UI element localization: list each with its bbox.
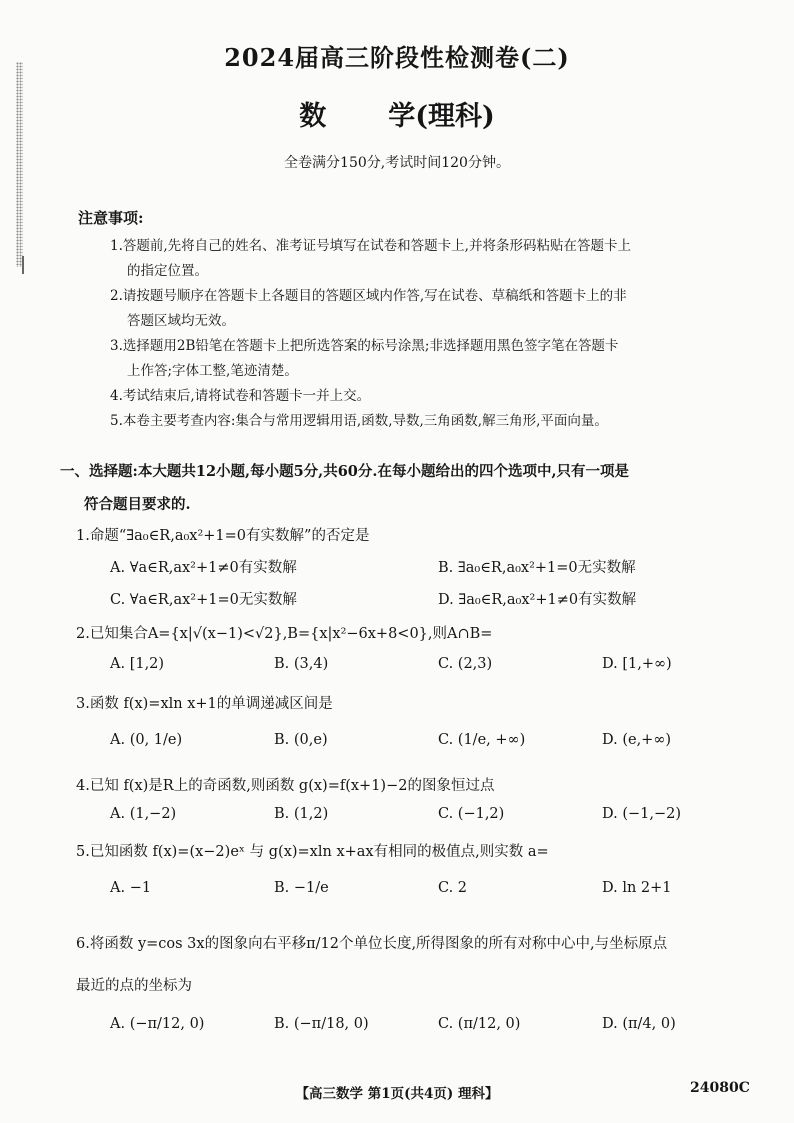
question-2-options	[110, 656, 710, 680]
question-4-options	[110, 806, 710, 830]
option-a: A. [1,2)	[110, 656, 165, 672]
notes-list	[110, 234, 750, 434]
question-6-stem: 6.将函数 y=cos 3x的图象向右平移π/12个单位长度,所得图象的所有对称中心中,与坐标原点	[76, 936, 668, 952]
option-b: B. (3,4)	[274, 656, 329, 672]
page-footer: 【高三数学 第1页(共4页) 理科】	[295, 1086, 499, 1102]
question-3-stem: 3.函数 f(x)=xln x+1的单调递减区间是	[76, 696, 333, 712]
question-5-options	[110, 880, 710, 904]
option-d: D. (e,+∞)	[602, 732, 672, 748]
option-a: A. (0, 1/e)	[110, 732, 183, 748]
option-c: C. (1/e, +∞)	[438, 732, 526, 748]
option-b: B. (0,e)	[274, 732, 328, 748]
option-b: B. −1/e	[274, 880, 329, 896]
section-line-1: 一、选择题:本大题共12小题,每小题5分,共60分.在每小题给出的四个选项中,只有一项是	[60, 463, 629, 480]
option-c: C. ∀a∈R,ax²+1=0无实数解	[110, 592, 297, 608]
option-c: C. 2	[438, 880, 468, 896]
option-b: B. (−π/18, 0)	[274, 1016, 369, 1032]
section-line-2: 符合题目要求的.	[84, 496, 191, 513]
note-line: 1.答题前,先将自己的姓名、准考证号填写在试卷和答题卡上,并将条形码粘贴在答题卡上	[110, 238, 631, 254]
option-c: C. (π/12, 0)	[438, 1016, 521, 1032]
question-2-stem: 2.已知集合A={x|√(x−1)<√2},B={x|x²−6x+8<0},则A∩B=	[76, 626, 493, 642]
note-line: 5.本卷主要考查内容:集合与常用逻辑用语,函数,导数,三角函数,解三角形,平面向量。	[110, 413, 608, 429]
option-a: A. (−π/12, 0)	[110, 1016, 205, 1032]
question-1-options-row2	[110, 588, 710, 612]
option-d: D. (−1,−2)	[602, 806, 681, 822]
subject-title	[0, 94, 794, 133]
question-4-stem: 4.已知 f(x)是R上的奇函数,则函数 g(x)=f(x+1)−2的图象恒过点	[76, 778, 495, 794]
paper-code: 24080C	[690, 1080, 750, 1096]
page-title: 2024届高三阶段性检测卷(二)	[224, 43, 570, 72]
binding-mark	[22, 256, 24, 274]
option-d: D. ln 2+1	[602, 880, 672, 896]
option-a: A. ∀a∈R,ax²+1≠0有实数解	[110, 560, 297, 576]
subject-a: 数	[299, 101, 327, 132]
note-line: 2.请按题号顺序在答题卡上各题目的答题区域内作答,写在试卷、草稿纸和答题卡上的非	[110, 288, 627, 304]
option-a: A. (1,−2)	[110, 806, 177, 822]
section-heading	[60, 455, 750, 521]
question-3-options	[110, 732, 710, 756]
note-line: 上作答;字体工整,笔迹清楚。	[127, 363, 298, 379]
option-c: C. (−1,2)	[438, 806, 505, 822]
question-1-stem: 1.命题“∃a₀∈R,a₀x²+1=0有实数解”的否定是	[76, 528, 370, 544]
notes-title: 注意事项:	[78, 209, 144, 227]
note-line: 的指定位置。	[127, 263, 208, 279]
question-5-stem: 5.已知函数 f(x)=(x−2)eˣ 与 g(x)=xln x+ax有相同的极值点,则实数 a=	[76, 844, 549, 860]
option-b: B. (1,2)	[274, 806, 329, 822]
option-d: D. ∃a₀∈R,a₀x²+1≠0有实数解	[438, 592, 637, 608]
option-b: B. ∃a₀∈R,a₀x²+1=0无实数解	[438, 560, 636, 576]
note-line: 4.考试结束后,请将试卷和答题卡一并上交。	[110, 388, 371, 404]
subject-b: 学(理科)	[388, 101, 495, 132]
option-d: D. [1,+∞)	[602, 656, 672, 672]
exam-info: 全卷满分150分,考试时间120分钟。	[284, 155, 510, 171]
option-a: A. −1	[110, 880, 152, 896]
question-6-stem-cont: 最近的点的坐标为	[76, 978, 192, 994]
question-6-options	[110, 1016, 710, 1040]
question-1-options-row1	[110, 556, 710, 580]
option-d: D. (π/4, 0)	[602, 1016, 676, 1032]
note-line: 答题区域均无效。	[127, 313, 235, 329]
note-line: 3.选择题用2B铅笔在答题卡上把所选答案的标号涂黑;非选择题用黑色签字笔在答题卡	[110, 338, 619, 354]
option-c: C. (2,3)	[438, 656, 493, 672]
